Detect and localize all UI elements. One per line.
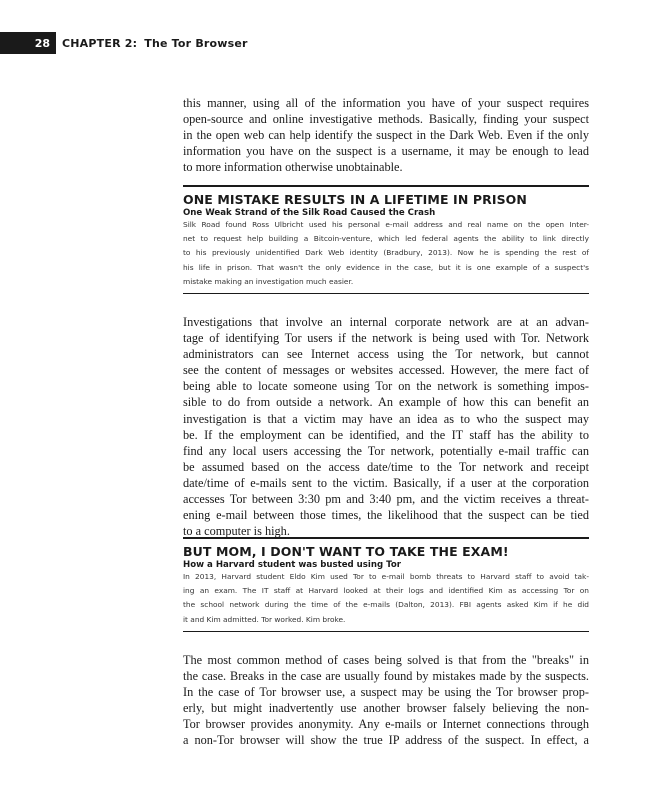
text-line: find any local users accessing the Tor network, potentially e-mail traffic can: [183, 443, 589, 458]
text-line: open-source and online investigative methods. Basically, finding your suspect: [183, 112, 589, 127]
box-line: net to request help building a Bitcoin-venture, which led federal agents the ability to link directly: [183, 234, 589, 244]
chapter-label: CHAPTER 2:: [62, 36, 138, 50]
box-line: his life in prison. That wasn't the only evidence in the case, but it is one example of a suspect's: [183, 262, 589, 272]
text-line: being able to locate someone using Tor on the network is something impos-: [183, 379, 589, 394]
text-line: erly, but might inadvertently use another browser falsely believing the non-: [183, 701, 589, 716]
text-line: be. If the employment can be identified, and the IT staff has the ability to: [183, 427, 589, 442]
text-line: this manner, using all of the information you have of your suspect requires: [183, 96, 589, 110]
box-line: Silk Road found Ross Ulbricht used his personal e-mail address and real name on the open Inter-: [183, 220, 589, 229]
box-body: [183, 218, 589, 289]
page-number: 28: [0, 32, 56, 54]
text-line: In the case of Tor browser use, a suspect may be using the Tor browser prop-: [183, 685, 589, 700]
box-title: ONE MISTAKE RESULTS IN A LIFETIME IN PRISON: [183, 192, 527, 207]
box-line: ing an exam. The IT staff at Harvard looked at their logs and identified Kim as accessing Tor on: [183, 586, 589, 596]
paragraph-3: [183, 652, 589, 749]
text-line: the case. Breaks in the case are usually found by mistakes made by the suspects.: [183, 669, 589, 684]
sidebar-box-silk-road: [183, 185, 589, 294]
text-line: see the content of messages or websites accessed. However, the mere fact of: [183, 363, 589, 378]
box-line: to his previously unidentified Dark Web identity (Bradbury, 2013). Now he is spending the rest of: [183, 248, 589, 258]
text-line: be assumed based on the access date/time to the Tor network and receipt: [183, 459, 589, 474]
box-top-rule: [183, 537, 589, 539]
box-subtitle: One Weak Strand of the Silk Road Caused the Crash: [183, 208, 436, 218]
running-header: [0, 32, 248, 54]
text-line: administrators can see Internet access using the Tor network, but cannot: [183, 347, 589, 362]
box-top-rule: [183, 185, 589, 187]
text-line: information you have on the suspect is a username, it may be enough to lead: [183, 144, 589, 159]
text-line: Tor browser provides anonymity. Any e-mails or Internet connections through: [183, 717, 589, 732]
sidebar-box-harvard: [183, 537, 589, 632]
text-line: to a computer is high.: [183, 524, 290, 539]
text-line: a non-Tor browser will show the true IP address of the suspect. In effect, a: [183, 733, 589, 748]
box-title: BUT MOM, I DON'T WANT TO TAKE THE EXAM!: [183, 544, 509, 559]
paragraph-1: [183, 95, 589, 175]
text-line: Investigations that involve an internal corporate network are at an advan-: [183, 315, 589, 329]
text-line: tage of identifying Tor users if the network is being used with Tor. Network: [183, 331, 589, 346]
box-bottom-rule: [183, 293, 589, 294]
text-line: in the open web can help identify the suspect in the Dark Web. Even if the only: [183, 128, 589, 143]
box-bottom-rule: [183, 631, 589, 632]
text-line: date/time of e-mails sent to the victim. Basically, if a user at the corporation: [183, 475, 589, 490]
text-line: ening e-mail between those times, the likelihood that the suspect can be tied: [183, 508, 589, 523]
paragraph-2: [183, 314, 589, 539]
chapter-title: The Tor Browser: [144, 36, 248, 50]
box-line: the school network during the time of the e-mails (Dalton, 2013). FBI agents asked Kim if he did: [183, 600, 589, 610]
box-line: mistake making an investigation much easier.: [183, 276, 354, 286]
text-line: accesses Tor between 3:30 pm and 3:40 pm, and the victim receives a threat-: [183, 492, 589, 507]
text-line: investigation is that a victim may have an idea as to who the suspect may: [183, 411, 589, 426]
text-line: to more information otherwise unobtainable.: [183, 160, 403, 175]
box-line: In 2013, Harvard student Eldo Kim used Tor to e-mail bomb threats to Harvard staff to avoid tak-: [183, 572, 589, 581]
box-body: [183, 570, 589, 627]
text-line: The most common method of cases being solved is that from the "breaks" in: [183, 653, 589, 667]
box-line: it and Kim admitted. Tor worked. Kim broke.: [183, 614, 346, 624]
text-line: sible to do from outside a network. An example of how this can benefit an: [183, 395, 589, 410]
chapter-heading: [62, 37, 248, 50]
box-subtitle: How a Harvard student was busted using Tor: [183, 560, 401, 570]
